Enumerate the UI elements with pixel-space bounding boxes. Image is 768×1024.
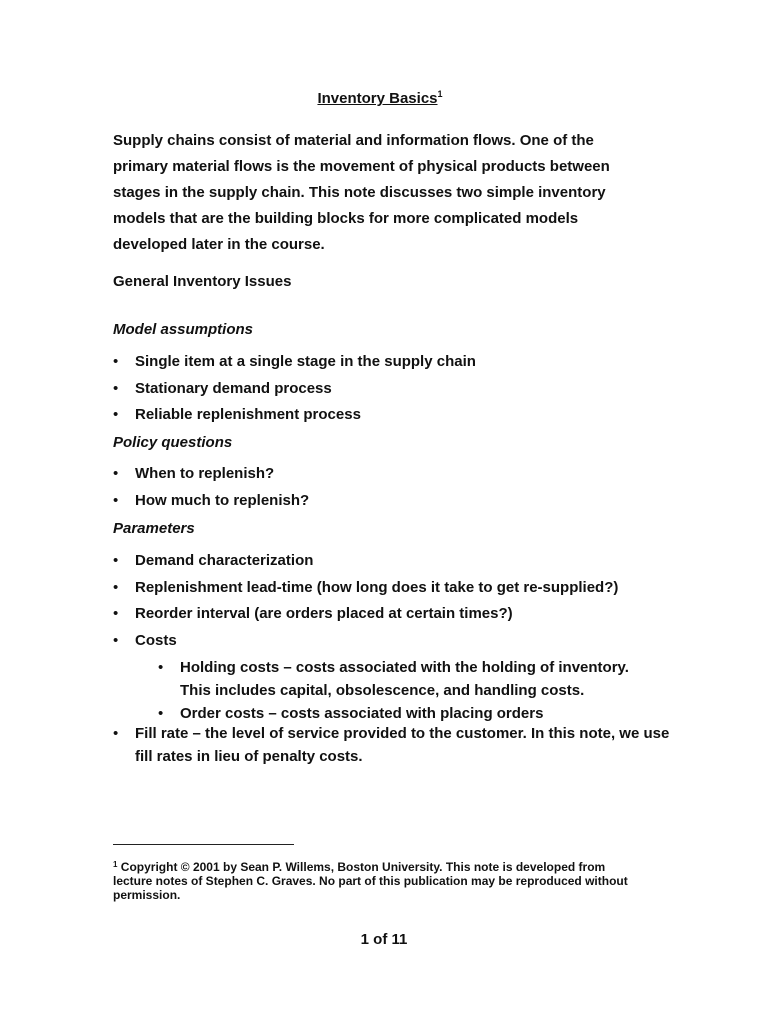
page-number: 1 of 11 xyxy=(360,931,408,948)
list-item xyxy=(113,605,673,632)
intro-paragraph xyxy=(113,128,633,258)
list-item xyxy=(113,552,673,579)
footnote-line: lecture notes of Stephen C. Graves. No part of this publication may be reproduced without xyxy=(113,874,628,888)
bullet-glyph: • xyxy=(158,659,164,676)
footnote-divider xyxy=(113,844,294,845)
model-assumptions-heading: Model assumptions xyxy=(113,321,254,338)
policy-questions-list xyxy=(113,465,673,518)
model-assumptions-list xyxy=(113,353,673,433)
bullet-glyph: • xyxy=(158,705,164,722)
intro-line: developed later in the course. xyxy=(113,236,325,253)
page-title xyxy=(0,89,760,107)
list-item-text: Stationary demand process xyxy=(135,379,332,397)
bullet-glyph: • xyxy=(113,353,119,370)
footnote-line xyxy=(113,858,673,874)
title-footnote-mark: 1 xyxy=(437,89,443,99)
bullet-glyph: • xyxy=(113,491,119,509)
list-item-text: Demand characterization xyxy=(135,552,314,569)
list-item xyxy=(113,492,673,519)
bullet-glyph: • xyxy=(113,552,119,569)
bullet-glyph: • xyxy=(113,465,119,482)
bullet-glyph: • xyxy=(113,631,119,649)
policy-questions-heading: Policy questions xyxy=(113,434,233,451)
bullet-glyph: • xyxy=(113,578,119,596)
bullet-glyph: • xyxy=(113,725,119,742)
fill-rate-item xyxy=(113,722,673,768)
list-item xyxy=(113,353,673,380)
list-item-text: Reliable replenishment process xyxy=(135,406,361,423)
list-item xyxy=(113,380,673,407)
list-item-text: Replenishment lead-time (how long does it take to get re-supplied?) xyxy=(135,578,619,596)
footnote-line: permission. xyxy=(113,888,181,902)
sub-list-item xyxy=(158,656,658,702)
sub-list-item-text: Holding costs – costs associated with the holding of inventory. This includes capital, obsolescence, and handling costs. xyxy=(180,659,629,699)
bullet-glyph: • xyxy=(113,379,119,397)
intro-line: models that are the building blocks for more complicated models xyxy=(113,210,579,227)
list-item xyxy=(113,579,673,606)
footnote xyxy=(113,858,673,902)
footnote-mark: 1 xyxy=(113,860,118,869)
cost-sublist xyxy=(158,656,658,725)
bullet-glyph: • xyxy=(113,406,119,423)
list-item xyxy=(113,465,673,492)
list-item xyxy=(113,406,673,433)
footnote-text: Copyright © 2001 by Sean P. Willems, Boston University. This note is developed from xyxy=(117,860,606,874)
intro-line: primary material flows is the movement of physical products between xyxy=(113,158,610,175)
list-item-text: How much to replenish? xyxy=(135,491,310,509)
sub-list-item-text: Order costs – costs associated with placing orders xyxy=(180,705,544,722)
parameters-list xyxy=(113,552,673,658)
list-item xyxy=(113,632,673,659)
list-item-text: Costs xyxy=(135,631,177,649)
list-item-text: When to replenish? xyxy=(135,465,275,482)
list-item-text: Reorder interval (are orders placed at certain times?) xyxy=(135,605,513,622)
intro-line: stages in the supply chain. This note discusses two simple inventory xyxy=(113,184,606,201)
list-item-text: Single item at a single stage in the supply chain xyxy=(135,353,476,370)
bullet-glyph: • xyxy=(113,605,119,622)
general-inventory-heading: General Inventory Issues xyxy=(113,273,292,290)
intro-line: Supply chains consist of material and information flows. One of the xyxy=(113,132,594,149)
parameters-heading: Parameters xyxy=(113,520,195,537)
title-text: Inventory Basics xyxy=(317,90,438,107)
fill-rate-text: Fill rate – the level of service provided to the customer. In this note, we use fill rates in lieu of penalty costs. xyxy=(135,725,670,765)
